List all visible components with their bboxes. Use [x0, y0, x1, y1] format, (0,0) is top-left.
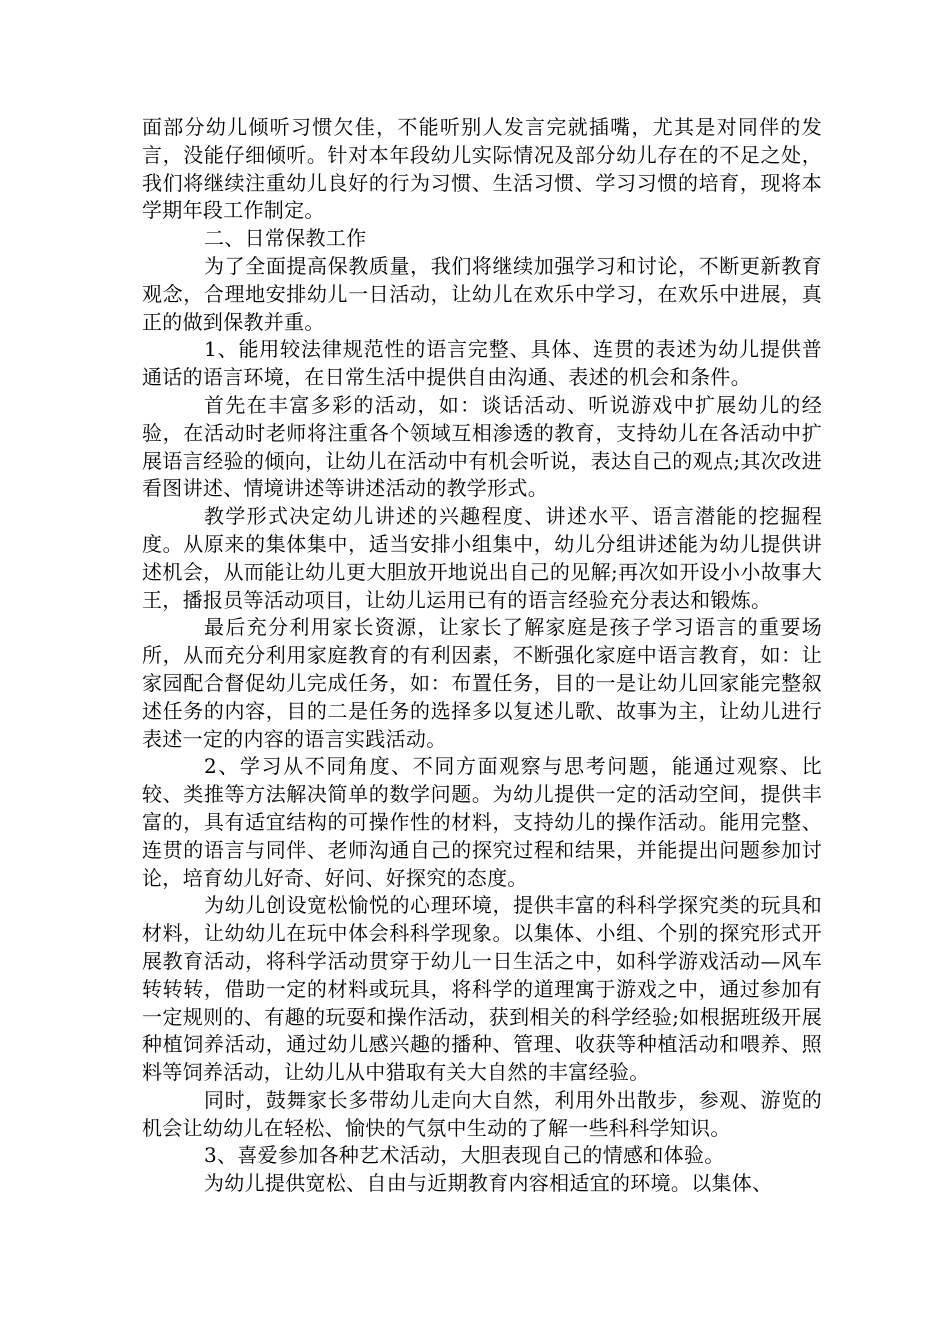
paragraph: 为幼儿提供宽松、自由与近期教育内容相适宜的环境。以集体、	[204, 1171, 773, 1196]
paragraph: 为了全面提高保教质量，我们将继续加强学习和讨论，不断更新教育观念，合理地安排幼儿一日活动，让幼儿在欢乐中学习，在欢乐中进展，真正的做到保教并重。	[142, 253, 822, 334]
paragraph: 最后充分利用家长资源，让家长了解家庭是孩子学习语言的重要场所，从而充分利用家庭教育的有利因素，不断强化家庭中语言教育，如：让家园配合督促幼儿完成任务，如：布置任务，目的一是让幼儿回家能完整叙述任务的内容，目的二是任务的选择多以复述儿歌、故事为主，让幼儿进行表述一定的内容的语言实践活动。	[142, 615, 822, 751]
paragraph: 3、喜爱参加各种艺术活动，大胆表现自己的情感和体验。	[204, 1143, 725, 1168]
paragraph: 2、学习从不同角度、不同方面观察与思考问题，能通过观察、比较、类推等方法解决简单的数学问题。为幼儿提供一定的活动空间，提供丰富的，具有适宜结构的可操作性的材料，支持幼儿的操作活动。能用完整、连贯的语言与同伴、老师沟通自己的探究过程和结果，并能提出问题参加讨论，培育幼儿好奇、好问、好探究的态度。	[142, 754, 822, 890]
paragraph: 教学形式决定幼儿讲述的兴趣程度、讲述水平、语言潜能的挖掘程度。从原来的集体集中，适当安排小组集中，幼儿分组讲述能为幼儿提供讲述机会，从而能让幼儿更大胆放开地说出自己的见解;再次如开设小小故事大王，播报员等活动项目，让幼儿运用已有的语言经验充分表达和锻炼。	[142, 504, 822, 612]
paragraph: 同时，鼓舞家长多带幼儿走向大自然，利用外出散步，参观、游览的机会让幼幼儿在轻松、愉快的气氛中生动的了解一些科科学知识。	[142, 1087, 822, 1140]
document-body	[142, 114, 822, 1198]
paragraph: 面部分幼儿倾听习惯欠佳，不能听别人发言完就插嘴，尤其是对同伴的发言，没能仔细倾听。针对本年段幼儿实际情况及部分幼儿存在的不足之处，我们将继续注重幼儿良好的行为习惯、生活习惯、学习习惯的培育，现将本学期年段工作制定。	[142, 115, 822, 223]
paragraph: 为幼儿创设宽松愉悦的心理环境，提供丰富的科科学探究类的玩具和材料，让幼幼儿在玩中体会科科学现象。以集体、小组、个别的探究形式开展教育活动，将科学活动贯穿于幼儿一日生活之中，如科学游戏活动—风车转转转，借助一定的材料或玩具，将科学的道理寓于游戏之中，通过参加有一定规则的、有趣的玩耍和操作活动，获到相关的科学经验;如根据班级开展种植饲养活动，通过幼儿感兴趣的播种、管理、收获等种植活动和喂养、照料等饲养活动，让幼儿从中猎取有关大自然的丰富经验。	[142, 893, 822, 1085]
section-heading: 二、日常保教工作	[204, 226, 367, 251]
paragraph: 首先在丰富多彩的活动，如：谈话活动、听说游戏中扩展幼儿的经验，在活动时老师将注重各个领域互相渗透的教育，支持幼儿在各活动中扩展语言经验的倾向，让幼儿在活动中有机会听说，表达自己的观点;其次改进看图讲述、情境讲述等讲述活动的教学形式。	[142, 392, 822, 501]
paragraph: 1、能用较法律规范性的语言完整、具体、连贯的表述为幼儿提供普通话的语言环境，在日常生活中提供自由沟通、表述的机会和条件。	[142, 337, 822, 390]
